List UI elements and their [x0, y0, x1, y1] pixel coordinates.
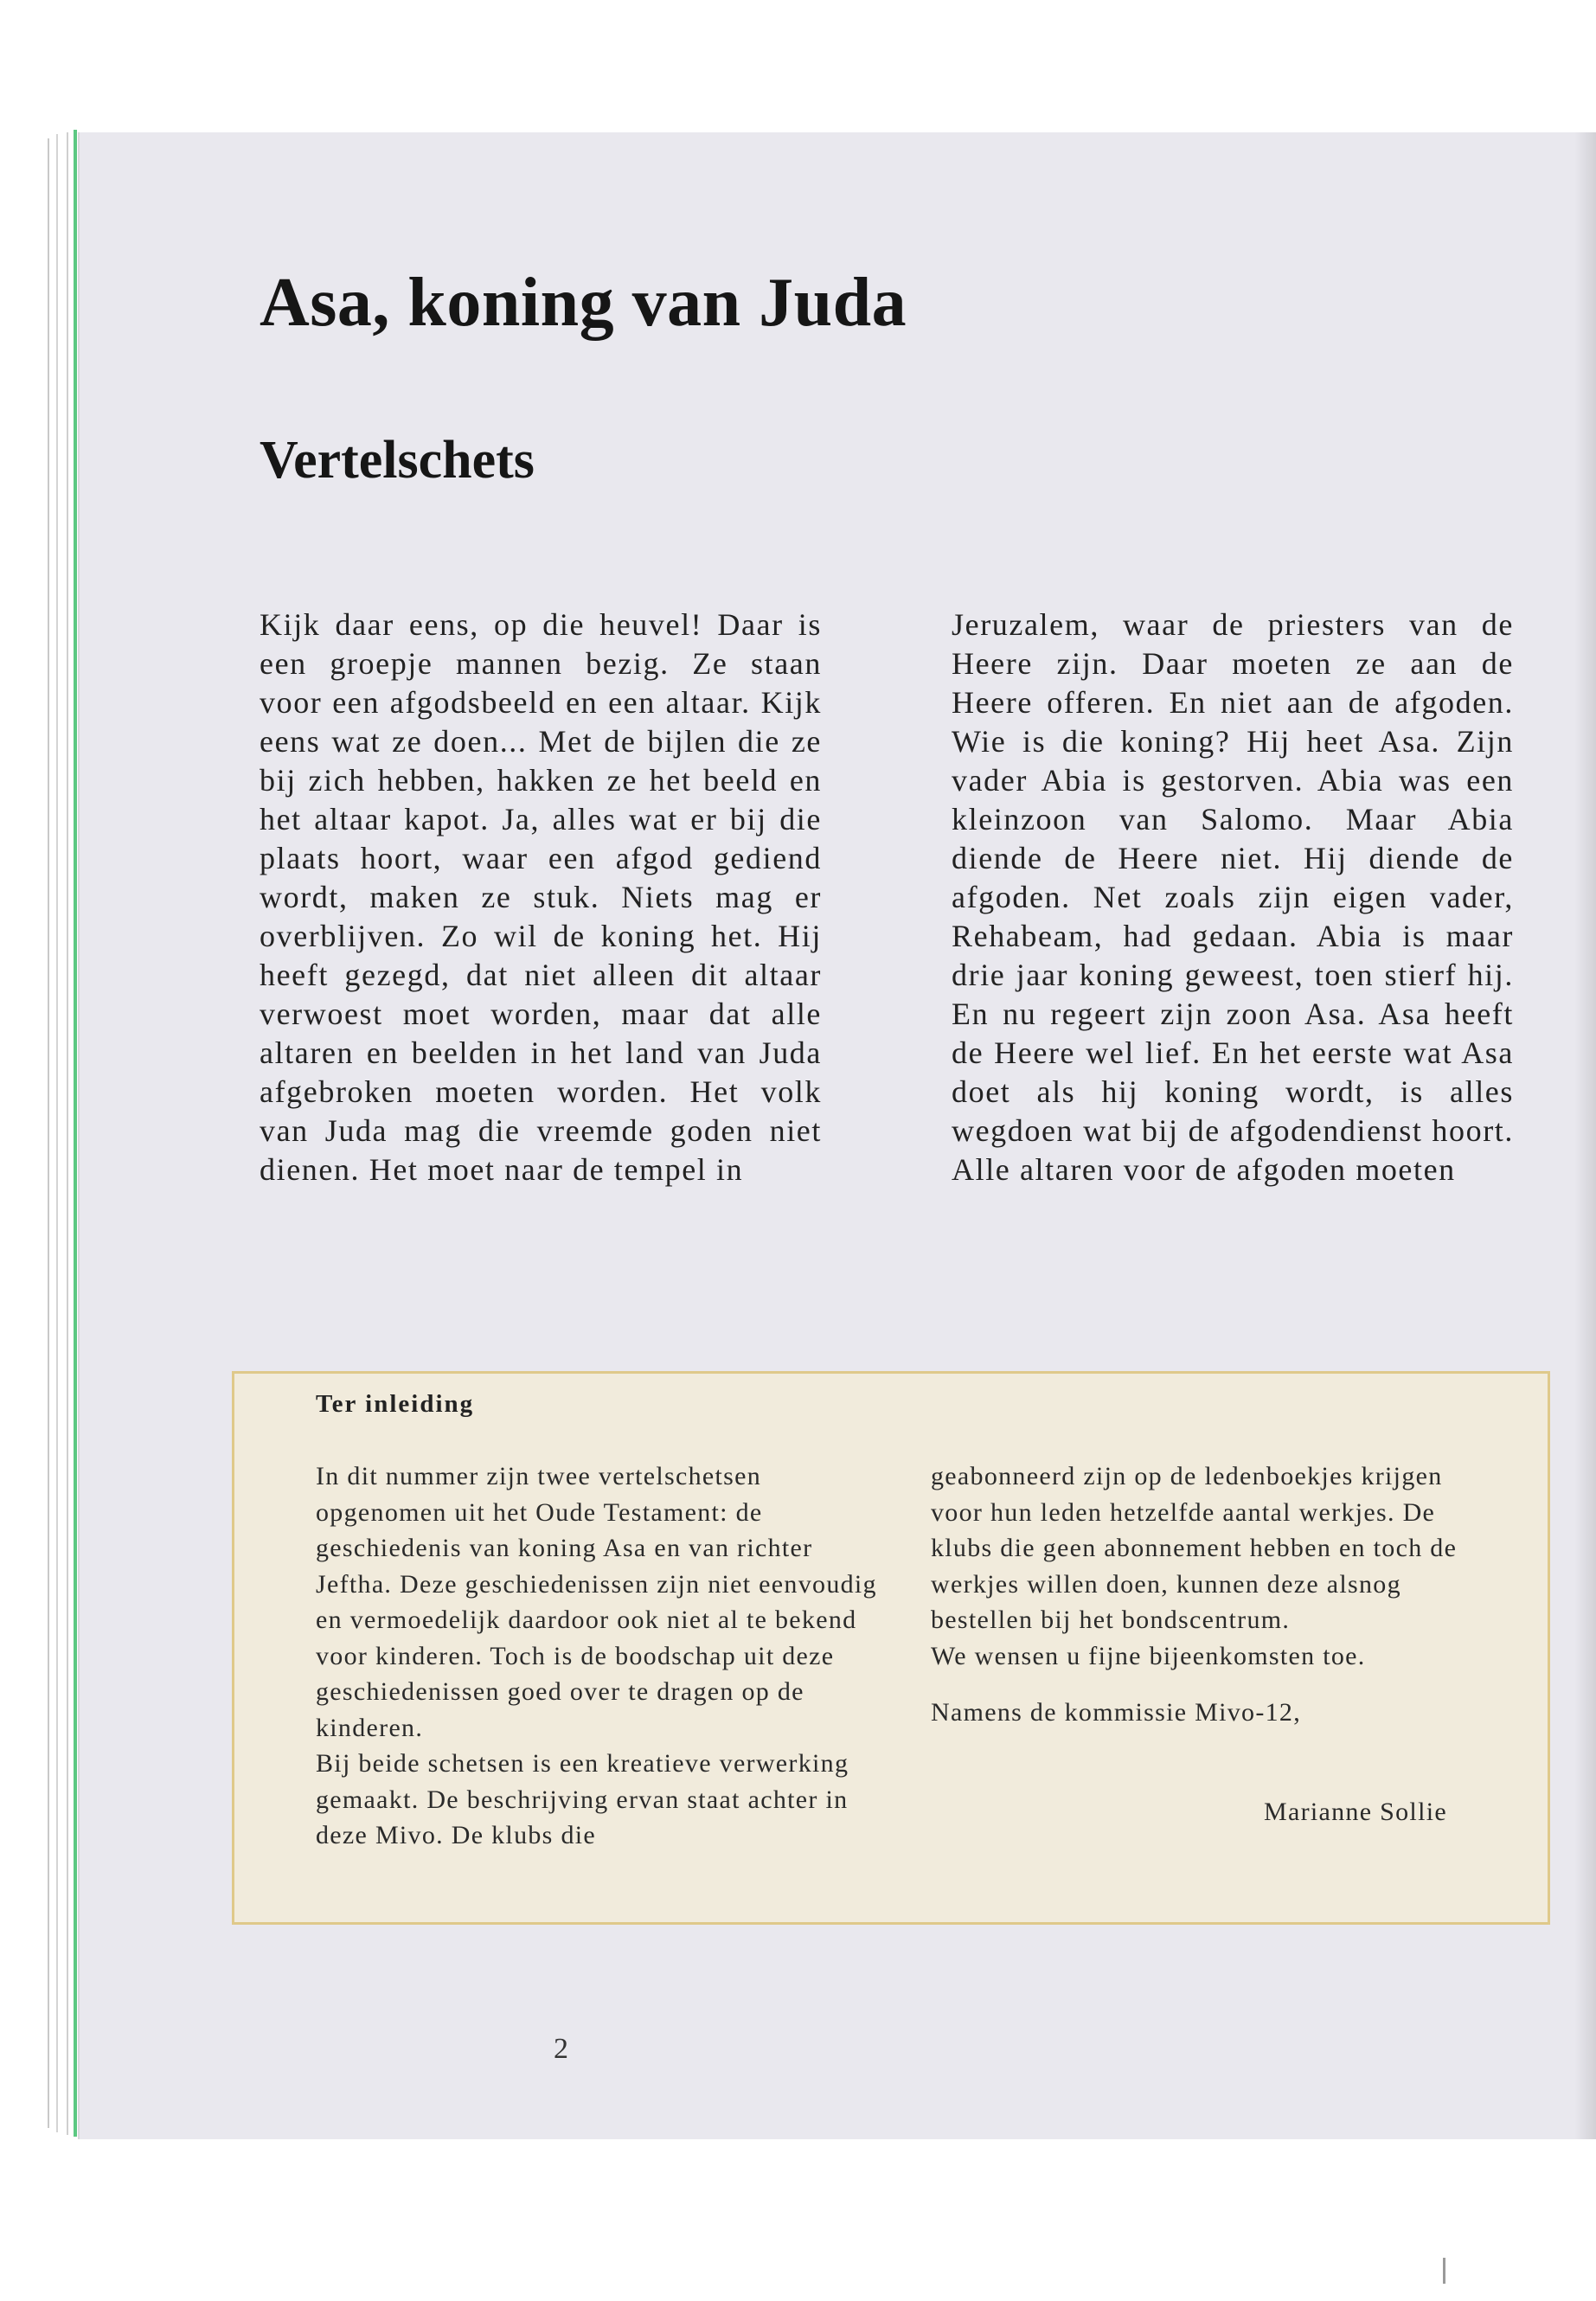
intro-signature: Marianne Sollie — [1264, 1798, 1447, 1826]
page-title: Asa, koning van Juda — [260, 265, 907, 341]
page-number: 2 — [554, 2033, 568, 2065]
intro-box-column-left — [316, 1458, 882, 1854]
story-text-right: Jeruzalem, waar de priesters van de Heere zijn. Daar moeten ze aan de Heere offeren. En niet aan de afgoden. Wie is die koning? Hij heet Asa. Zijn vader Abia is gestorven. Abia was een kleinzoon van Salomo. Maar Abia diende de Heere niet. Hij diende de afgoden. Net zoals zijn eigen vader, Rehabeam, had gedaan. Abia is maar drie jaar koning geweest, toen stierf hij. En nu regeert zijn zoon Asa. Asa heeft de Heere wel lief. En het eerste wat Asa doet als hij koning wordt, is alles wegdoen wat bij de afgodendienst hoort. Alle altaren voor de afgoden moeten — [952, 607, 1514, 1187]
intro-box — [232, 1371, 1550, 1925]
page-spine-shadow — [1574, 132, 1596, 2139]
scan-artifact — [1443, 2258, 1445, 2284]
section-subtitle: Vertelschets — [260, 431, 535, 490]
intro-box-heading: Ter inleiding — [316, 1390, 475, 1418]
intro-paragraph: We wensen u fijne bijeenkomsten toe. — [931, 1641, 1366, 1670]
intro-paragraph: geabonneerd zijn op de ledenboekjes krijgen voor hun leden hetzelfde aantal werkjes. De klubs die geen abonnement hebben en toch de werkjes willen doen, kunnen deze alsnog bestellen bij het bondscentrum. — [931, 1462, 1458, 1634]
story-text-left: Kijk daar eens, op die heuvel! Daar is een groepje mannen bezig. Ze staan voor een afgodsbeeld en een altaar. Kijk eens wat ze doen... Met de bijlen die ze bij zich hebben, hakken ze het beeld en het altaar kapot. Ja, alles wat er bij die plaats hoort, waar een afgod gediend wordt, maken ze stuk. Niets mag er overblijven. Zo wil de koning het. Hij heeft gezegd, dat niet alleen dit altaar verwoest moet worden, maar dat alle altaren en beelden in het land van Juda afgebroken moeten worden. Het volk van Juda mag die vreemde goden niet dienen. Het moet naar de tempel in — [260, 607, 822, 1187]
intro-box-column-right — [931, 1458, 1484, 1731]
intro-paragraph: Bij beide schetsen is een kreatieve verwerking gemaakt. De beschrijving ervan staat achter in deze Mivo. De klubs die — [316, 1749, 849, 1849]
story-column-left — [260, 606, 822, 1189]
story-column-right — [952, 606, 1514, 1189]
intro-paragraph: In dit nummer zijn twee vertelschetsen opgenomen uit het Oude Testament: de geschiedenis van koning Asa en van richter Jeftha. Deze geschiedenissen zijn niet eenvoudig en vermoedelijk daardoor ook niet al te bekend voor kinderen. Toch is de boodschap uit deze geschiedenissen goed over te dragen op de kinderen. — [316, 1462, 877, 1742]
intro-closing: Namens de kommissie Mivo-12, — [931, 1698, 1302, 1727]
